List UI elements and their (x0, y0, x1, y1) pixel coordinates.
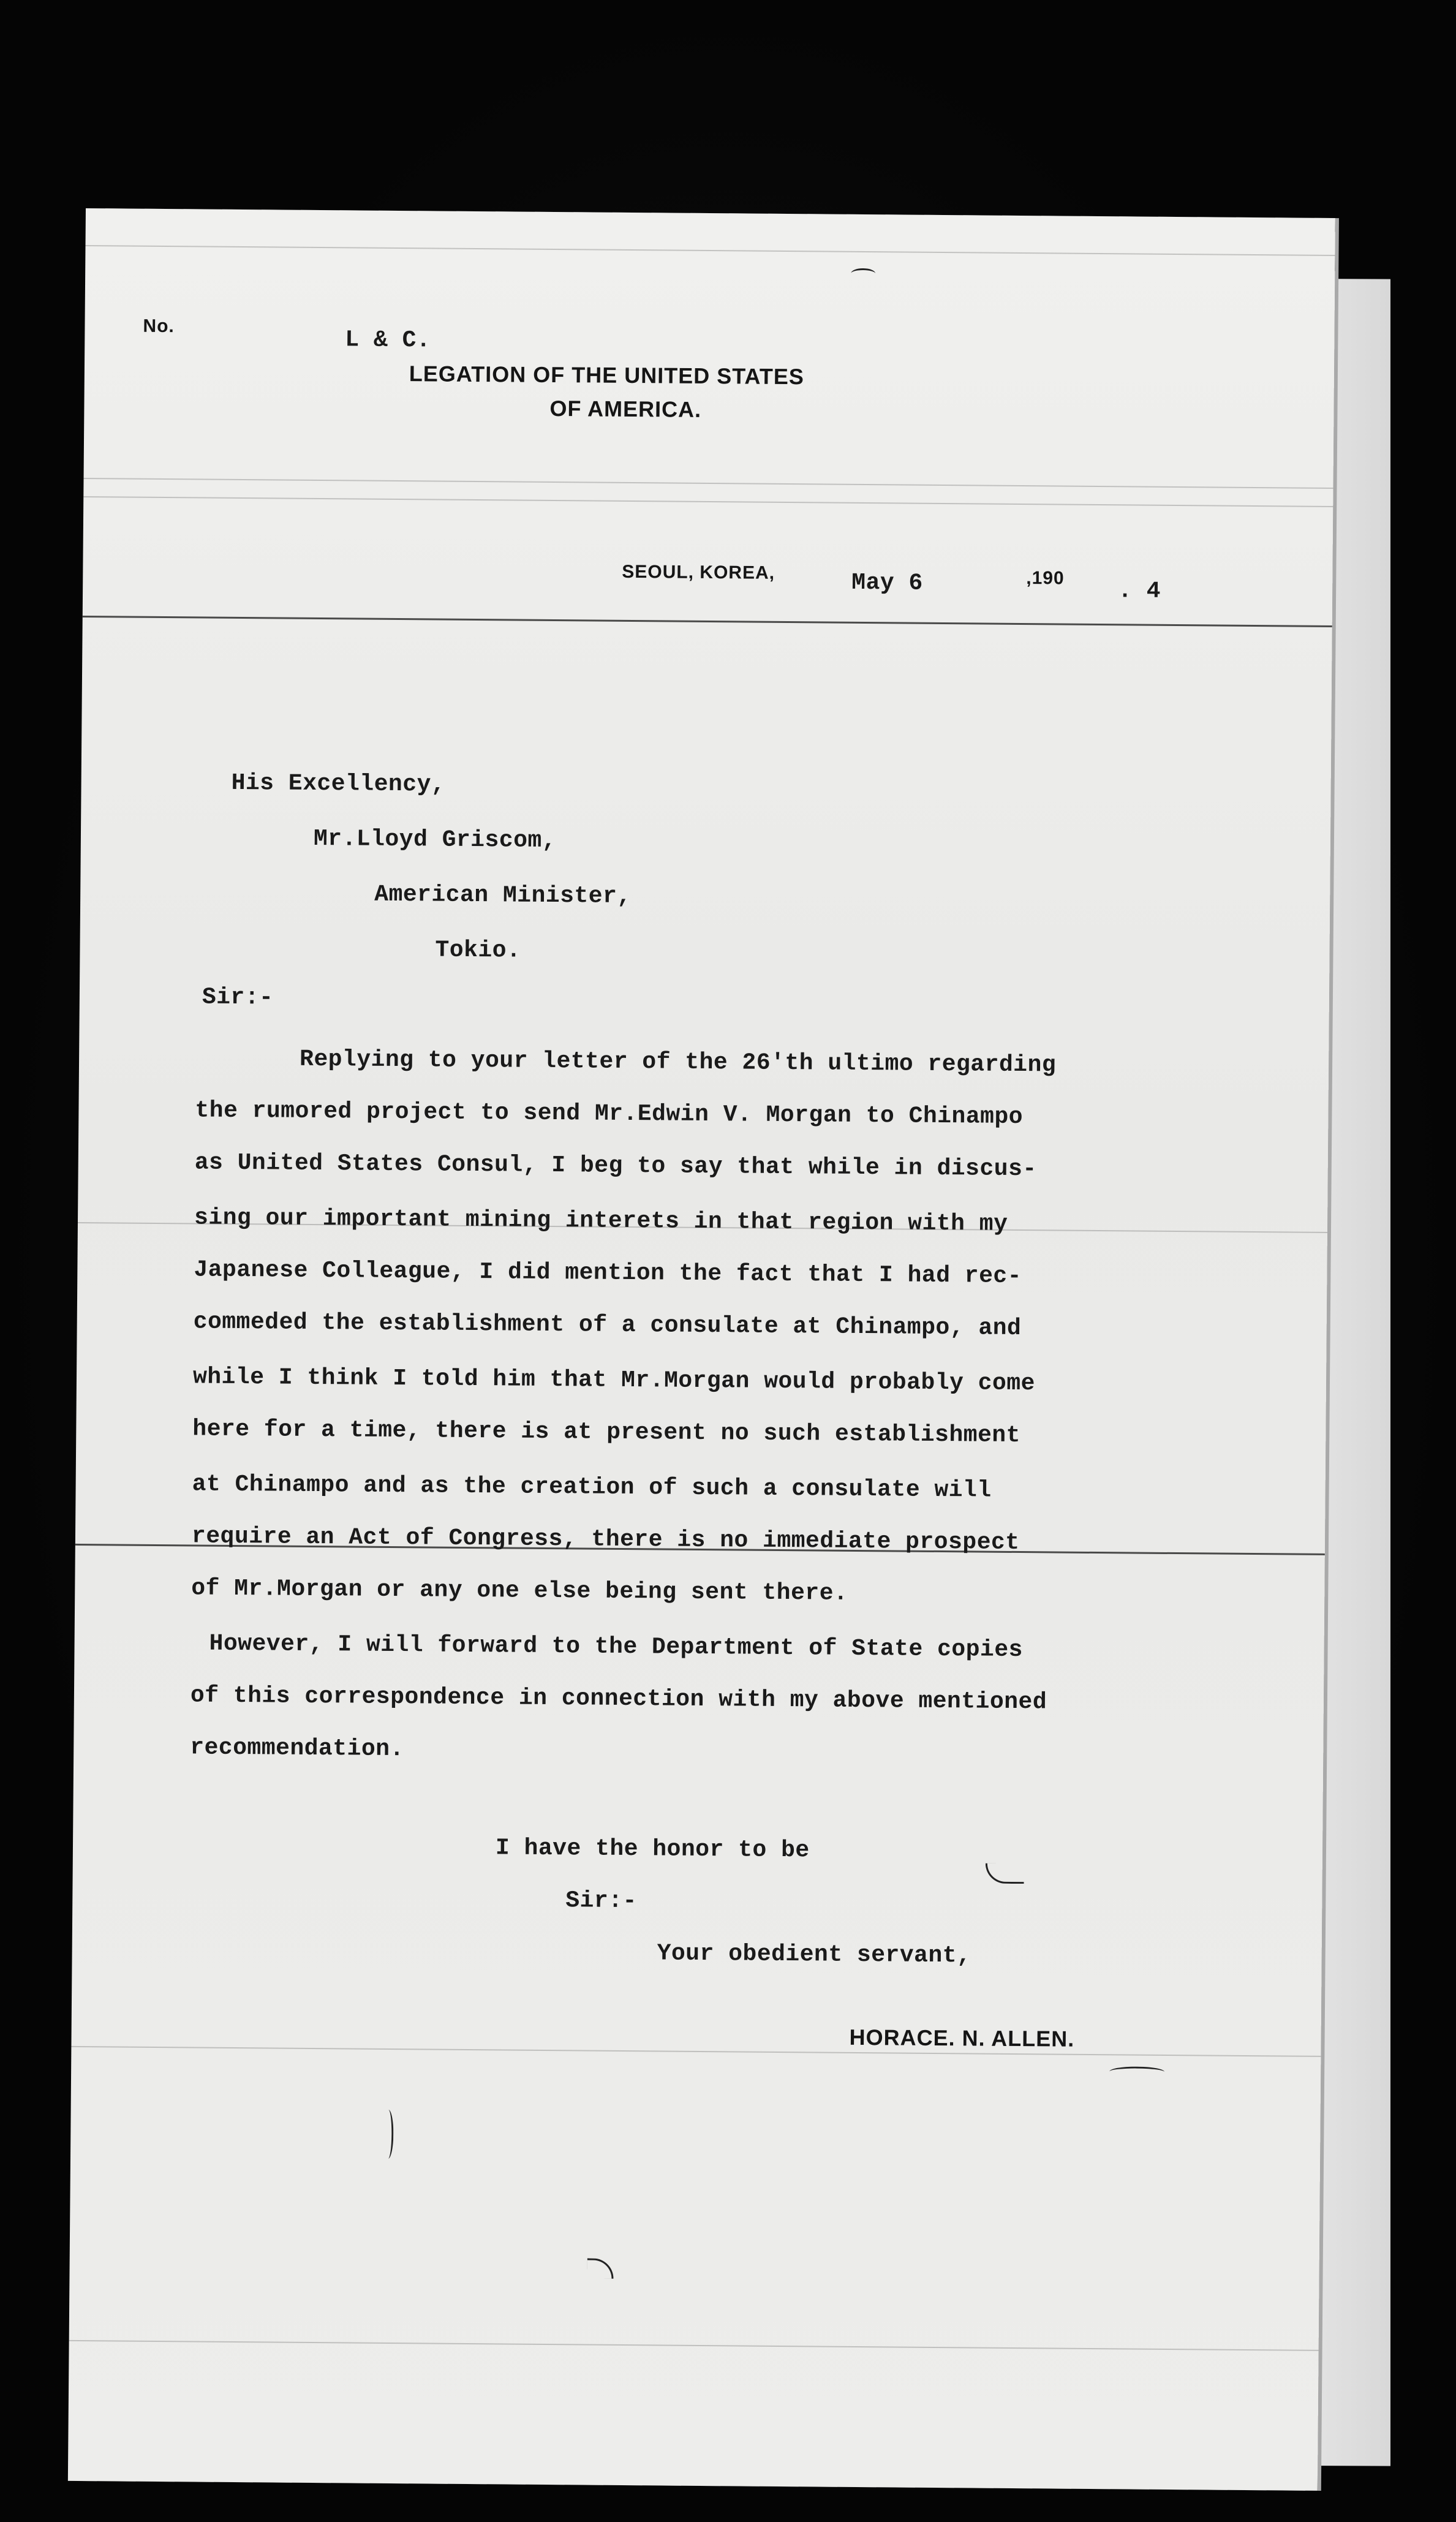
pen-mark (587, 2259, 613, 2279)
scan-line (69, 2340, 1319, 2351)
pen-mark (851, 268, 875, 279)
body-line: the rumored project to send Mr.Edwin V. Morgan to Chinampo (195, 1097, 1024, 1131)
addressee-line4: Tokio. (435, 937, 521, 964)
body-line: of this correspondence in connection with my above mentioned (190, 1682, 1047, 1716)
closing-line3: Your obedient servant, (657, 1940, 971, 1969)
letterhead-org-line1: LEGATION OF THE UNITED STATES (409, 361, 805, 390)
salutation: Sir:- (202, 984, 274, 1011)
signature: HORACE. N. ALLEN. (849, 2024, 1075, 2052)
body-line: Japanese Colleague, I did mention the fact that I had rec- (194, 1256, 1022, 1290)
file-code: L & C. (345, 327, 431, 354)
number-label: No. (143, 315, 175, 337)
pen-mark (383, 2110, 394, 2159)
addressee-line3: American Minister, (374, 881, 632, 910)
scan-line (84, 478, 1333, 489)
date-year-suffix: . 4 (1117, 578, 1161, 605)
body-line: here for a time, there is at present no such establishment (192, 1416, 1021, 1449)
body-line: as United States Consul, I beg to say that while in discus- (194, 1149, 1037, 1183)
scan-line (83, 496, 1333, 507)
place-line: SEOUL, KOREA, (622, 561, 775, 583)
body-line: sing our important mining interets in that region with my (194, 1204, 1008, 1237)
body-line: commeded the establishment of a consulate at Chinampo, and (193, 1308, 1022, 1342)
pen-mark (986, 1863, 1024, 1884)
body-line: Replying to your letter of the 26'th ultimo regarding (299, 1046, 1057, 1079)
body-line: recommendation. (190, 1734, 404, 1763)
addressee-line1: His Excellency, (231, 769, 446, 798)
closing-line2: Sir:- (565, 1887, 638, 1915)
date-year-prefix: ,190 (1026, 568, 1065, 589)
body-line: at Chinampo and as the creation of such a consulate will (192, 1471, 992, 1504)
addressee-line2: Mr.Lloyd Griscom, (313, 825, 557, 855)
body-line: of Mr.Morgan or any one else being sent there. (191, 1575, 848, 1607)
pen-mark (1109, 2066, 1164, 2077)
date-month-day: May 6 (851, 569, 923, 597)
letterhead-org-line2: OF AMERICA. (549, 395, 702, 422)
scan-line (71, 2046, 1321, 2057)
closing-line1: I have the honor to be (495, 1835, 810, 1864)
scan-line (83, 616, 1332, 627)
letter-sheet (68, 208, 1335, 2491)
body-line: while I think I told him that Mr.Morgan would probably come (192, 1364, 1036, 1397)
body-line: require an Act of Congress, there is no immediate prospect (191, 1523, 1020, 1557)
scan-line (86, 245, 1335, 256)
body-line: However, I will forward to the Department of State copies (209, 1630, 1024, 1664)
